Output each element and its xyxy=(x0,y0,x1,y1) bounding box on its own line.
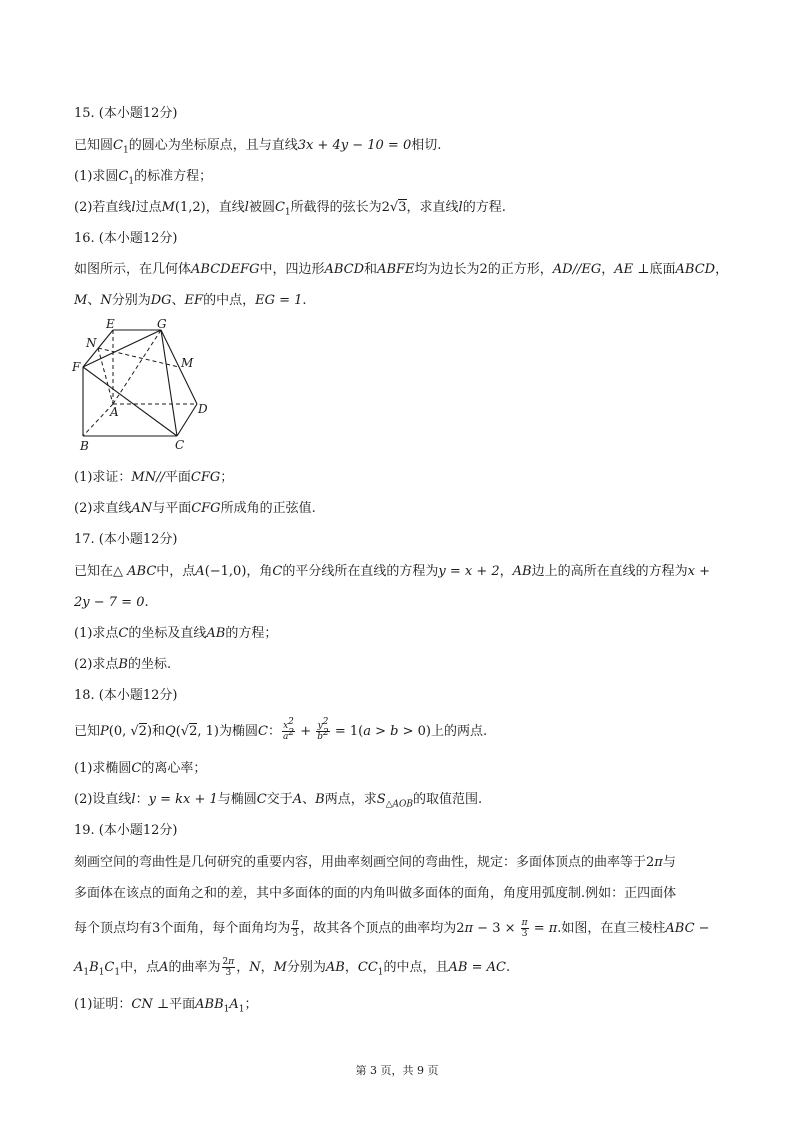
q18-part2: (2)设直线l：y = kx + 1与椭圆C交于A、B两点，求$S_{\triangle AOB}$的取值范围. xyxy=(74,792,483,810)
q15-header: 15. (本小题12分) xyxy=(74,106,178,121)
label-G: G xyxy=(157,318,167,331)
q15-part1: (1)求圆$C_1$的标准方程； xyxy=(74,169,213,187)
label-A: A xyxy=(110,405,119,419)
q17-stem-2: 2y − 7 = 0. xyxy=(74,595,149,610)
geometry-figure xyxy=(70,318,220,458)
label-D: D xyxy=(198,402,208,416)
label-E: E xyxy=(106,318,115,331)
q17-stem-1: 已知在△ ABC中，点A(−1,0)，角C的平分线所在直线的方程为y = x + 2，AB边上的高所在直线的方程为x + xyxy=(74,564,710,579)
q17-part1: (1)求点C的坐标及直线AB的方程； xyxy=(74,626,278,641)
q18-stem: 已知P(0, √2)和Q(√2, 1)为椭圆C： $\frac{x^2}{a^2}$ + $\frac{y^2}{b^2}$ = 1(a > b > 0)上的两点. xyxy=(74,717,488,742)
q19-line-1: 刻画空间的弯曲性是几何研究的重要内容，用曲率刻画空间的弯曲性，规定：多面体顶点的曲率等于2π与 xyxy=(74,855,676,870)
q16-stem-1: 如图所示，在几何体ABCDEFG中，四边形ABCD和ABFE均为边长为2的正方形，AD//EG，AE ⊥底面ABCD， xyxy=(74,262,729,277)
q19-line-4: $A_1B_1C_1$中，点A的曲率为 $\frac{2\pi}{3}$ ，N，M分别为AB，$CC_1$的中点，且AB = AC. xyxy=(74,957,511,978)
label-F: F xyxy=(72,360,81,374)
q19-line-2: 多面体在该点的面角之和的差，其中多面体的面的内角叫做多面体的面角，角度用弧度制.例如：正四面体 xyxy=(74,886,677,901)
q18-header: 18. (本小题12分) xyxy=(74,688,178,703)
q15-stem: 已知圆$C_1$的圆心为坐标原点，且与直线3x + 4y − 10 = 0相切. xyxy=(74,138,442,156)
q16-header: 16. (本小题12分) xyxy=(74,231,178,246)
label-M: M xyxy=(181,356,194,370)
q16-part2: (2)求直线AN与平面CFG所成角的正弦值. xyxy=(74,501,316,516)
q19-line-3: 每个顶点均有3个面角，每个面角均为 $\frac{\pi}{3}$ ，故其各个顶点的曲率均为2π − 3 × $\frac{\pi}{3}$ = π.如图，在直三棱柱ABC − xyxy=(74,918,710,939)
label-N: N xyxy=(86,336,97,350)
q16-part1: (1)求证：MN//平面CFG； xyxy=(74,470,234,485)
q16-stem-2: M、N分别为DG、EF的中点，EG = 1. xyxy=(74,293,307,308)
page-footer: 第 3 页，共 9 页 xyxy=(355,1064,439,1077)
label-C: C xyxy=(175,438,185,452)
q17-part2: (2)求点B的坐标. xyxy=(74,657,172,672)
q17-header: 17. (本小题12分) xyxy=(74,532,178,547)
label-B: B xyxy=(80,439,89,453)
q18-part1: (1)求椭圆C的离心率； xyxy=(74,761,207,776)
q19-part1: (1)证明：CN ⊥平面$ABB_1A_1$； xyxy=(74,997,258,1015)
q19-header: 19. (本小题12分) xyxy=(74,823,178,838)
q15-part2: (2)若直线l过点M(1,2)，直线l被圆$C_1$所截得的弦长为2√3，求直线l的方程. xyxy=(74,200,506,218)
